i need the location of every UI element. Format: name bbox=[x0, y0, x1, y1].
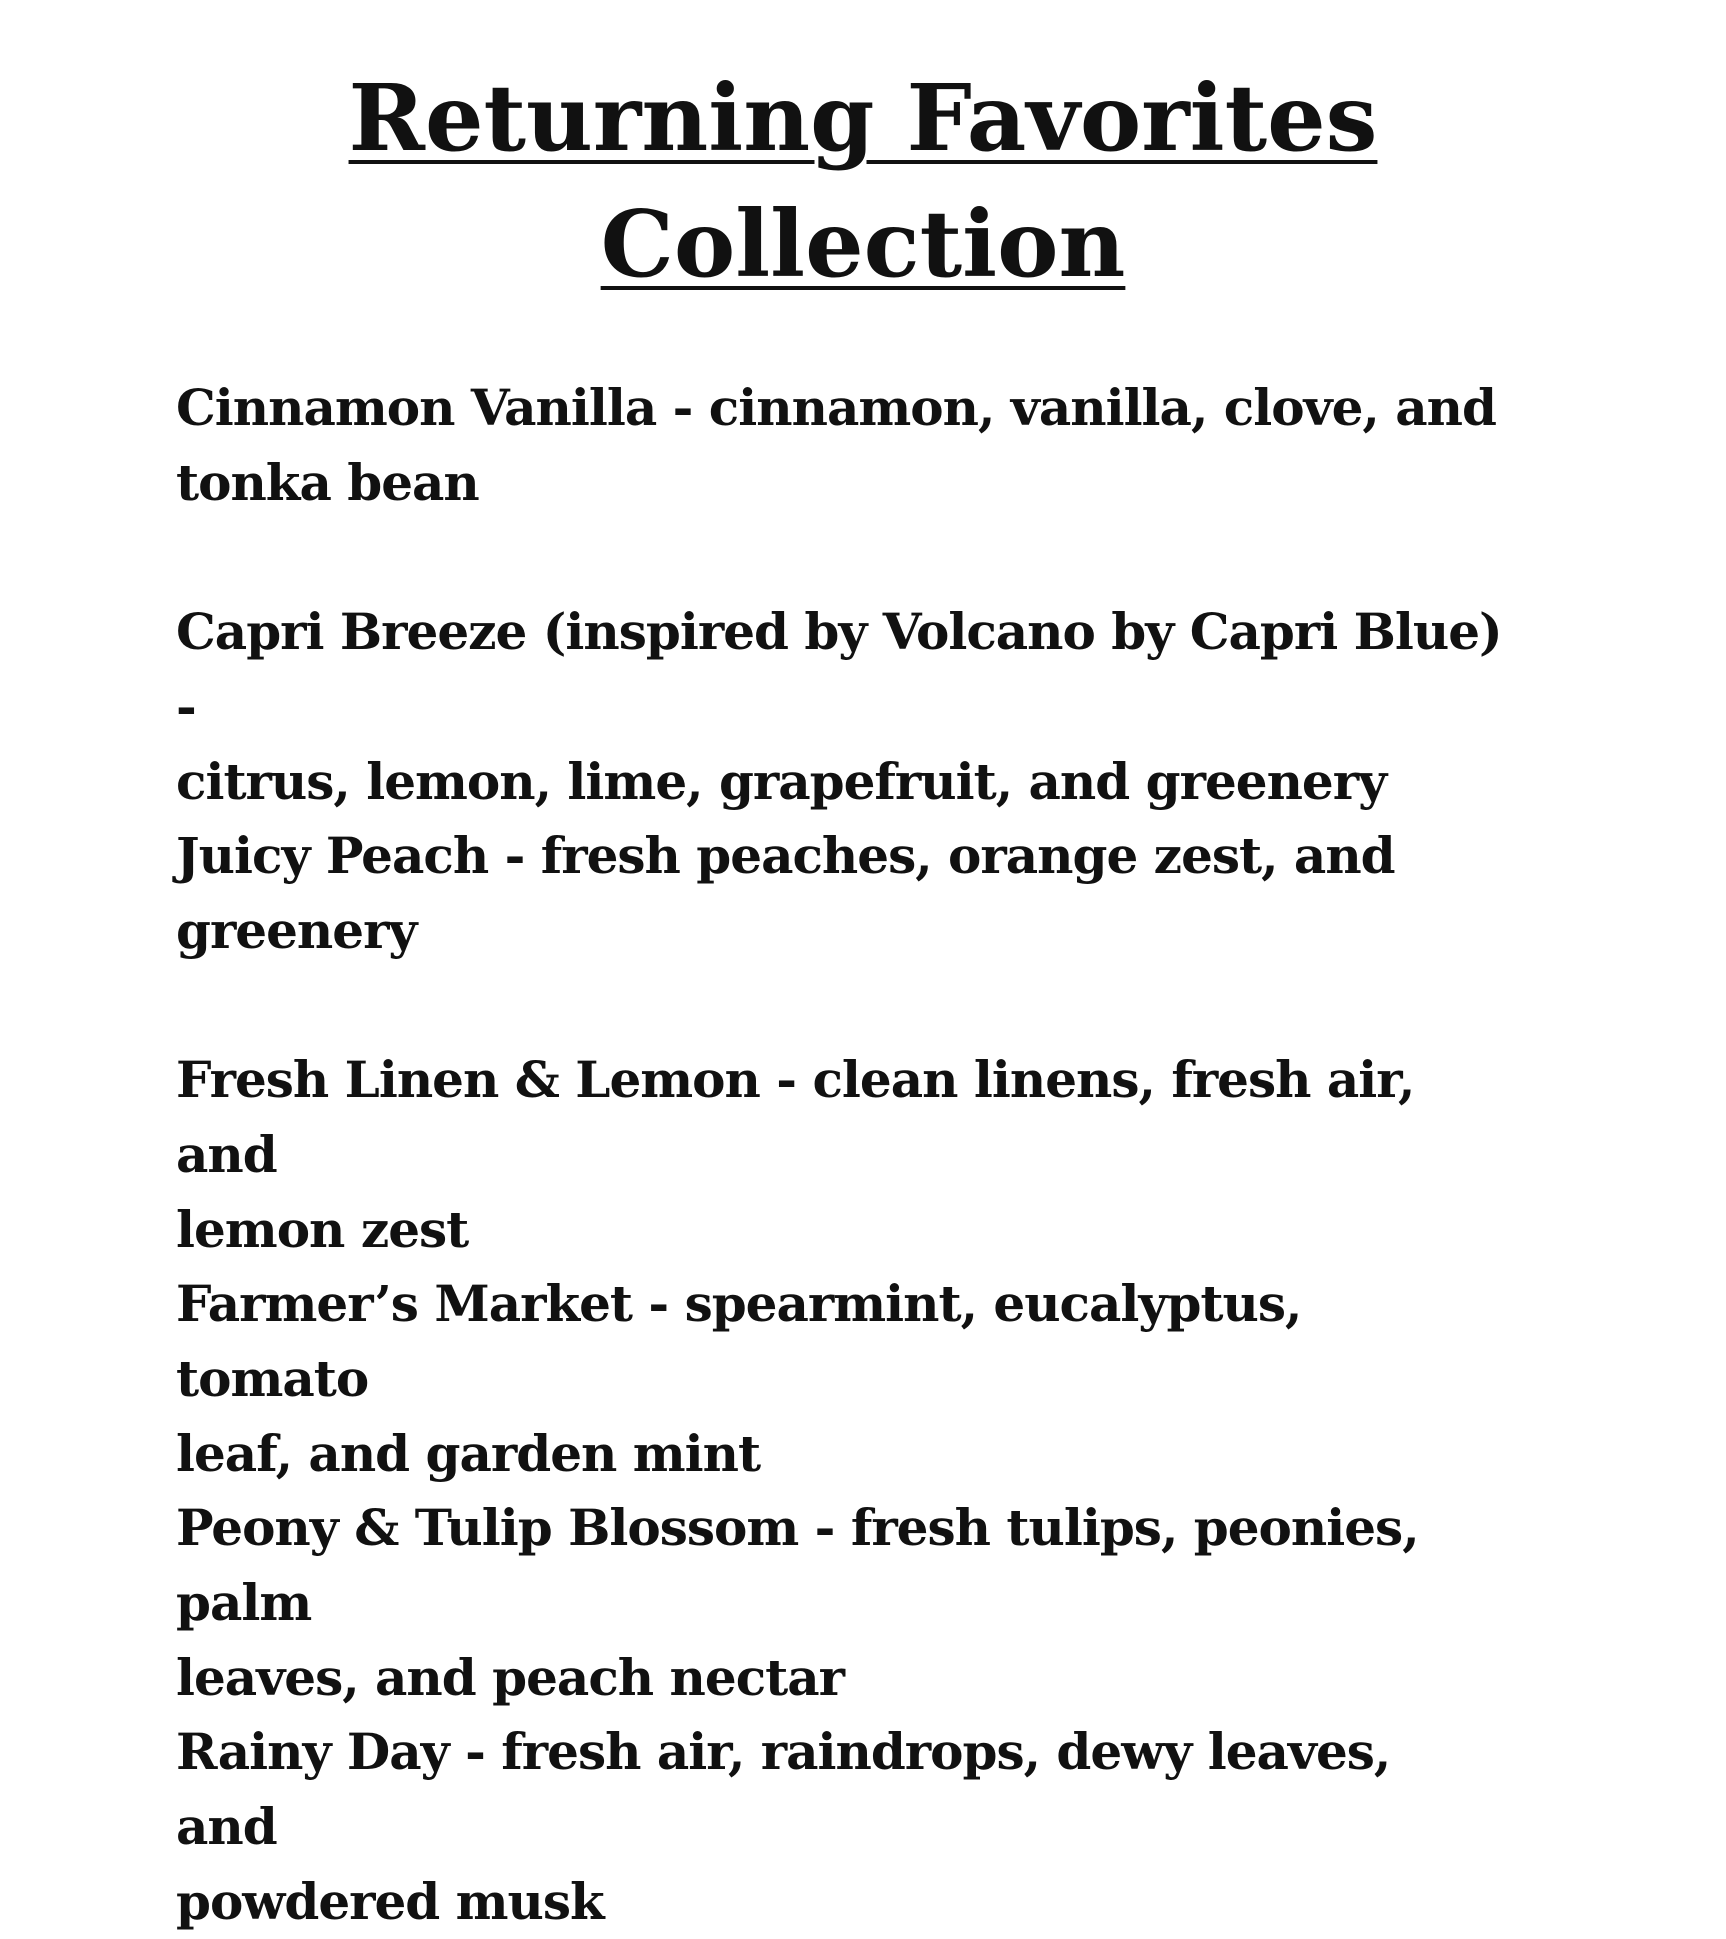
item-line-1: Cinnamon Vanilla - cinnamon, vanilla, clove, and bbox=[176, 378, 1496, 437]
page-title bbox=[0, 55, 1726, 307]
fragrance-item-fresh-linen-lemon bbox=[176, 1042, 1506, 1267]
item-line-2: greenery bbox=[176, 901, 417, 960]
item-line-2: leaf, and garden mint bbox=[176, 1424, 761, 1483]
item-line-1: Juicy Peach - fresh peaches, orange zest, and bbox=[176, 826, 1395, 885]
fragrance-item-juicy-peach bbox=[176, 818, 1506, 968]
fragrance-item-capri-breeze bbox=[176, 594, 1506, 819]
item-line-2: citrus, lemon, lime, grapefruit, and greenery bbox=[176, 752, 1387, 811]
item-line-1: Capri Breeze (inspired by Volcano by Capri Blue) - bbox=[176, 602, 1502, 736]
fragrance-item-farmers-market bbox=[176, 1266, 1506, 1491]
fragrance-item-rainy-day bbox=[176, 1714, 1506, 1939]
item-line-1: Rainy Day - fresh air, raindrops, dewy leaves, and bbox=[176, 1722, 1391, 1856]
title-line-1: Returning Favorites bbox=[348, 64, 1378, 172]
fragrance-item-peony-tulip-blossom bbox=[176, 1490, 1506, 1715]
item-line-1: Fresh Linen & Lemon - clean linens, fresh air, and bbox=[176, 1050, 1415, 1184]
title-line-2: Collection bbox=[600, 190, 1126, 298]
fragrance-item-cinnamon-vanilla bbox=[176, 370, 1506, 520]
item-line-2: lemon zest bbox=[176, 1200, 469, 1259]
item-line-2: leaves, and peach nectar bbox=[176, 1648, 844, 1707]
item-line-1: Peony & Tulip Blossom - fresh tulips, peonies, palm bbox=[176, 1498, 1419, 1632]
item-line-2: tonka bean bbox=[176, 453, 479, 512]
item-line-2: powdered musk bbox=[176, 1872, 604, 1931]
item-line-1: Farmer’s Market - spearmint, eucalyptus, tomato bbox=[176, 1274, 1302, 1408]
